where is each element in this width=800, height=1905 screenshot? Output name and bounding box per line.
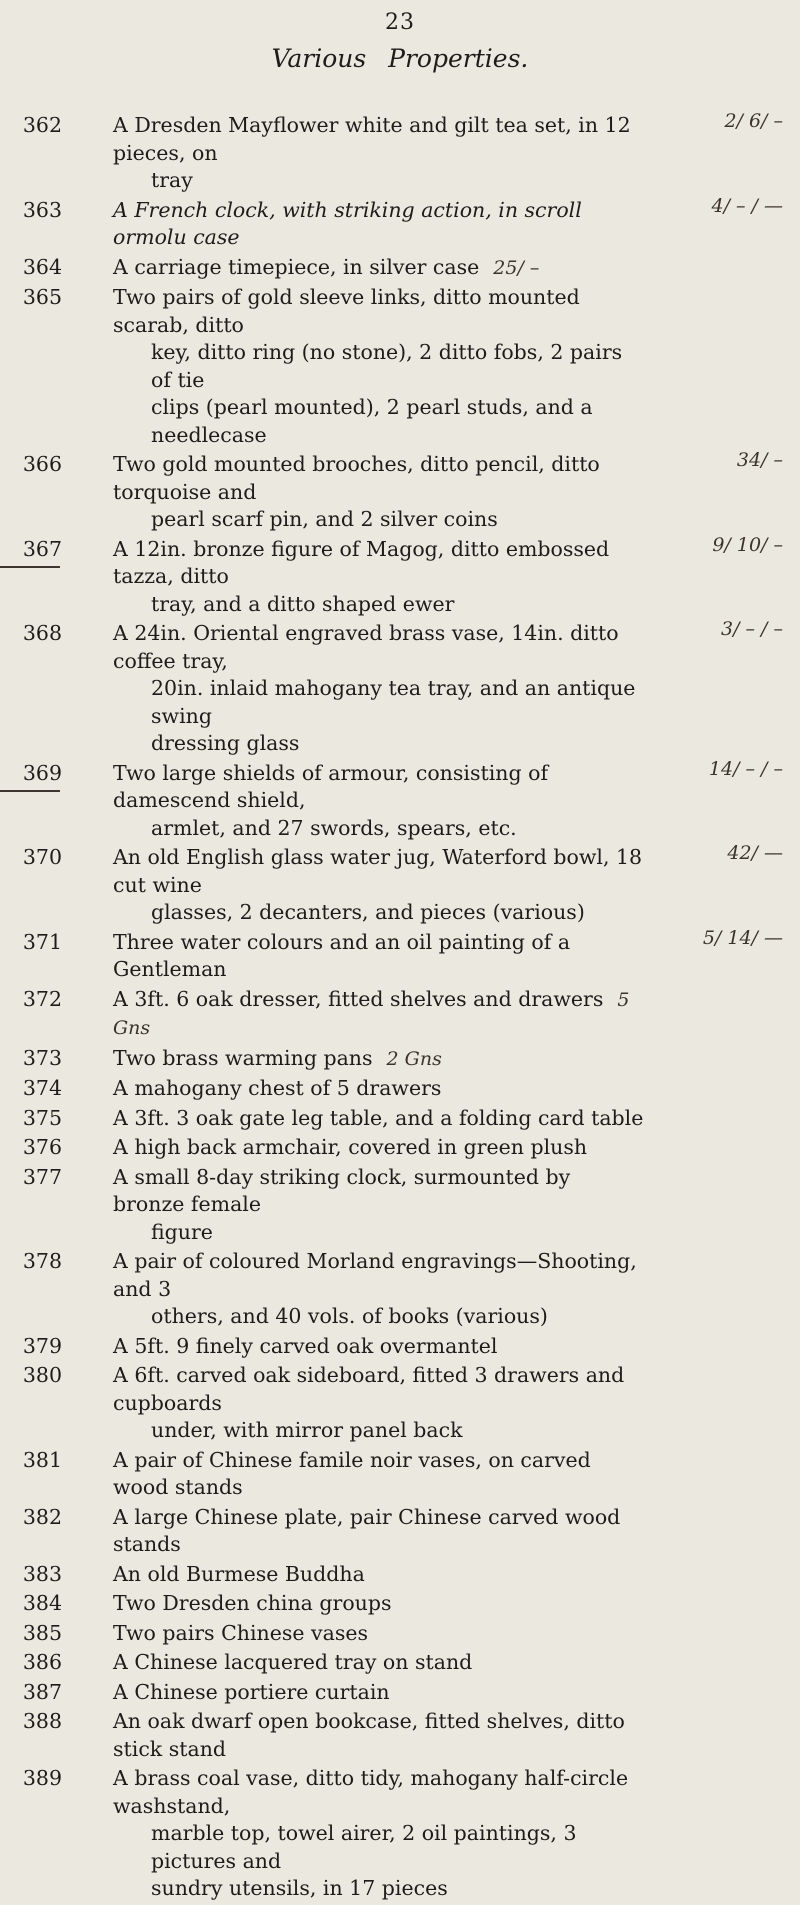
- handwritten-price: 4/ – / —: [711, 194, 783, 217]
- lot-description-line: A Dresden Mayflower white and gilt tea set, in 12 pieces, on: [113, 113, 631, 165]
- lot-entry: [0, 1561, 648, 1589]
- lot-number: 389: [22, 1766, 62, 1790]
- lot-description: [113, 1164, 648, 1247]
- handwritten-price: 42/ —: [727, 842, 783, 864]
- lot-number: 365: [22, 285, 62, 309]
- lot-number: 388: [22, 1709, 62, 1733]
- lot-description-line: key, ditto ring (no stone), 2 ditto fobs, 2 pairs of tie: [151, 340, 623, 392]
- lot-description: [113, 1649, 648, 1677]
- lot-number: 369: [22, 760, 62, 785]
- lot-entry: [0, 1504, 648, 1559]
- lot-number: 374: [22, 1076, 62, 1100]
- lot-entry: [0, 254, 648, 283]
- lot-description: [113, 1504, 648, 1559]
- lot-number: 387: [22, 1679, 62, 1704]
- lot-description-line: Two brass warming pans 2 Gns: [113, 1045, 442, 1070]
- lot-description-line: A Chinese portiere curtain: [113, 1679, 390, 1704]
- lot-entry: [0, 1164, 648, 1247]
- lot-description-line: pearl scarf pin, and 2 silver coins: [151, 507, 498, 531]
- lot-description: [113, 844, 648, 927]
- lot-description-line: A Chinese lacquered tray on stand: [113, 1650, 473, 1674]
- lot-number: 364: [22, 254, 62, 279]
- lot-number: 385: [22, 1620, 62, 1645]
- lot-description: [113, 1561, 648, 1589]
- lot-list: [0, 112, 800, 1905]
- lot-description: [113, 1765, 648, 1903]
- lot-description-line: A French clock, with striking action, in scroll ormolu case: [113, 197, 582, 249]
- lot-description: [113, 451, 648, 534]
- lot-entry: [0, 1649, 648, 1677]
- lot-entry: [0, 618, 783, 758]
- lot-description: [113, 1447, 648, 1502]
- lot-entry: [0, 110, 783, 195]
- lot-description: [113, 1075, 648, 1103]
- lot-description-line: Two gold mounted brooches, ditto pencil, ditto torquoise and: [113, 452, 600, 504]
- lot-number: 372: [22, 986, 62, 1011]
- handwritten-price: 5/ 14/ —: [702, 926, 783, 949]
- lot-description-line: A brass coal vase, ditto tidy, mahogany half-circle washstand,: [113, 1766, 629, 1818]
- lot-entry: [0, 449, 783, 534]
- handwritten-price: 3/ – / –: [720, 618, 783, 640]
- handwritten-price: 5 Gns: [113, 988, 630, 1039]
- lot-description: [113, 1105, 648, 1133]
- lot-description-line: figure: [151, 1219, 213, 1244]
- lot-description: [113, 1679, 648, 1707]
- lot-entry: [0, 194, 783, 252]
- lot-description-line: A small 8-day striking clock, surmounted by bronze female: [113, 1164, 571, 1216]
- lot-entry: [0, 1765, 648, 1903]
- lot-description: [113, 112, 648, 195]
- lot-entry: [0, 757, 783, 843]
- lot-description: [113, 536, 648, 619]
- lot-description-line: A 24in. Oriental engraved brass vase, 14in. ditto coffee tray,: [113, 621, 619, 673]
- lot-number: 382: [22, 1504, 62, 1529]
- lot-number: 370: [22, 845, 62, 869]
- handwritten-price: 34/ –: [736, 449, 783, 471]
- lot-entry: [0, 986, 648, 1043]
- lot-description-line: others, and 40 vols. of books (various): [151, 1304, 548, 1328]
- running-head: Various Properties.: [271, 44, 529, 73]
- lot-description-line: Two Dresden china groups: [113, 1591, 392, 1615]
- lot-entry: [0, 1105, 648, 1133]
- lot-description: [113, 1620, 648, 1648]
- lot-description-line: An oak dwarf open bookcase, fitted shelves, ditto stick stand: [113, 1709, 625, 1761]
- lot-number: 368: [22, 621, 62, 645]
- lot-number: 377: [22, 1164, 62, 1189]
- lot-description-line: under, with mirror panel back: [151, 1418, 463, 1442]
- lot-number: 363: [22, 197, 62, 222]
- lot-description-line: An old English glass water jug, Waterford bowl, 18 cut wine: [113, 845, 643, 897]
- lot-description-line: armlet, and 27 swords, spears, etc.: [151, 815, 517, 840]
- lot-description-line: A large Chinese plate, pair Chinese carved wood stands: [113, 1504, 621, 1556]
- lot-description: [113, 284, 648, 449]
- lot-description-line: A 3ft. 6 oak dresser, fitted shelves and drawers 5 Gns: [113, 986, 630, 1039]
- lot-number: 378: [22, 1249, 62, 1273]
- lot-description-line: tray, and a ditto shaped ewer: [151, 591, 455, 616]
- lot-description: [113, 1333, 648, 1361]
- lot-entry: [0, 1248, 648, 1331]
- lot-entry: [0, 1679, 648, 1707]
- lot-entry: [0, 1590, 648, 1618]
- lot-number: 362: [22, 113, 62, 137]
- lot-number: 373: [22, 1045, 62, 1070]
- handwritten-price: 2/ 6/ –: [724, 110, 783, 132]
- lot-entry: [0, 1075, 648, 1103]
- lot-entry: [0, 926, 783, 984]
- lot-entry: [0, 1134, 648, 1162]
- page-number: 23: [385, 10, 415, 35]
- lot-description-line: sundry utensils, in 17 pieces: [151, 1876, 448, 1900]
- lot-description-line: tray: [151, 168, 193, 192]
- lot-description-line: clips (pearl mounted), 2 pearl studs, and a needlecase: [151, 395, 593, 447]
- lot-description-line: dressing glass: [151, 731, 300, 755]
- lot-description: [113, 1708, 648, 1763]
- lot-description-line: Three water colours and an oil painting of a Gentleman: [113, 929, 571, 981]
- lot-description-line: A high back armchair, covered in green plush: [113, 1135, 588, 1159]
- lot-description-line: A pair of Chinese famile noir vases, on carved wood stands: [113, 1447, 591, 1499]
- lot-description: [113, 197, 648, 252]
- lot-description: [113, 1045, 648, 1074]
- lot-description-line: A mahogany chest of 5 drawers: [113, 1076, 442, 1100]
- handwritten-price: 25/ –: [493, 256, 540, 279]
- lot-entry: [0, 1362, 648, 1445]
- lot-entry: [0, 1620, 648, 1648]
- lot-entry: [0, 533, 783, 619]
- lot-description-line: A 12in. bronze figure of Magog, ditto embossed tazza, ditto: [113, 536, 610, 588]
- handwritten-price: 9/ 10/ –: [712, 533, 783, 556]
- pencil-stroke: [0, 790, 60, 792]
- lot-number: 366: [22, 452, 62, 476]
- lot-description-line: A 6ft. carved oak sideboard, fitted 3 drawers and cupboards: [113, 1363, 625, 1415]
- lot-description: [113, 760, 648, 843]
- lot-number: 381: [22, 1447, 62, 1472]
- lot-description: [113, 1362, 648, 1445]
- lot-entry: [0, 1447, 648, 1502]
- lot-description: [113, 1248, 648, 1331]
- lot-entry: [0, 284, 648, 449]
- lot-description-line: Two pairs Chinese vases: [113, 1620, 369, 1645]
- lot-description: [113, 1590, 648, 1618]
- lot-entry: [0, 842, 783, 927]
- lot-number: 384: [22, 1591, 62, 1615]
- lot-description: [113, 620, 648, 758]
- lot-number: 380: [22, 1363, 62, 1387]
- lot-description-line: 20in. inlaid mahogany tea tray, and an antique swing: [151, 676, 636, 728]
- handwritten-price: 2 Gns: [386, 1047, 442, 1070]
- lot-description-line: A 3ft. 3 oak gate leg table, and a folding card table: [113, 1105, 644, 1130]
- lot-description-line: glasses, 2 decanters, and pieces (various): [151, 900, 585, 924]
- lot-description-line: marble top, towel airer, 2 oil paintings, 3 pictures and: [151, 1821, 577, 1873]
- lot-description: [113, 254, 648, 283]
- lot-description: [113, 1134, 648, 1162]
- lot-entry: [0, 1045, 648, 1074]
- lot-description-line: An old Burmese Buddha: [113, 1561, 365, 1586]
- lot-number: 371: [22, 929, 62, 954]
- lot-description-line: Two large shields of armour, consisting of damescend shield,: [113, 760, 549, 812]
- lot-description-line: Two pairs of gold sleeve links, ditto mounted scarab, ditto: [113, 285, 580, 337]
- lot-description-line: A 5ft. 9 finely carved oak overmantel: [113, 1333, 498, 1358]
- lot-number: 376: [22, 1135, 62, 1159]
- lot-description: [113, 929, 648, 984]
- lot-description-line: A pair of coloured Morland engravings—Shooting, and 3: [113, 1249, 637, 1301]
- lot-number: 375: [22, 1105, 62, 1130]
- lot-description: [113, 986, 648, 1043]
- pencil-stroke: [0, 566, 60, 568]
- handwritten-price: 14/ – / –: [708, 757, 783, 780]
- lot-entry: [0, 1333, 648, 1361]
- lot-description-line: A carriage timepiece, in silver case 25/ –: [113, 254, 540, 279]
- lot-number: 367: [22, 536, 62, 561]
- lot-number: 383: [22, 1561, 62, 1586]
- lot-entry: [0, 1708, 648, 1763]
- lot-number: 386: [22, 1650, 62, 1674]
- lot-number: 379: [22, 1333, 62, 1358]
